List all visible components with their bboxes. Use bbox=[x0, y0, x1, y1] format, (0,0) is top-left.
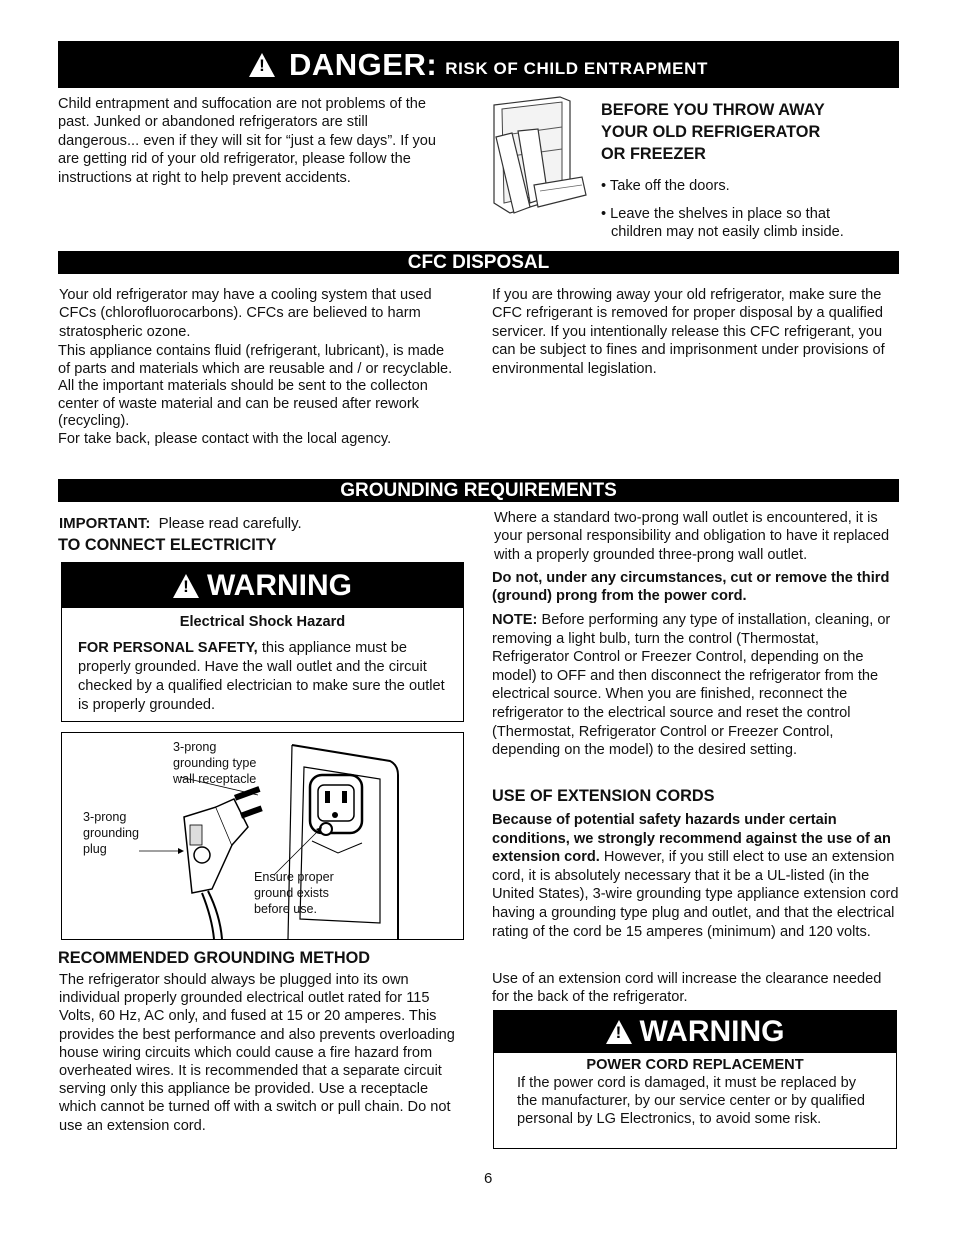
plug-label-line2: grounding bbox=[83, 826, 140, 840]
warning-triangle-icon: ! bbox=[606, 1020, 632, 1044]
grounding-section-title: GROUNDING REQUIREMENTS bbox=[58, 479, 899, 502]
danger-label: DANGER: bbox=[289, 46, 438, 82]
receptacle-label-line3: wall receptacle bbox=[173, 772, 257, 786]
power-cord-replacement-title: POWER CORD REPLACEMENT bbox=[586, 1057, 804, 1073]
bullet-take-off-doors: • Take off the doors. bbox=[601, 178, 730, 194]
cfc-section-title: CFC DISPOSAL bbox=[58, 251, 899, 274]
cfc-left-paragraph-1: Your old refrigerator may have a cooling system that used CFCs (chlorofluorocarbons). CFCs are believed to harm stratospheric ozone. bbox=[59, 287, 432, 340]
before-title-line2: YOUR OLD REFRIGERATOR bbox=[601, 123, 821, 141]
warning-label: WARNING bbox=[207, 568, 352, 602]
cfc-left-paragraph-3: For take back, please contact with the local agency. bbox=[58, 431, 392, 447]
ensure-ground-label bbox=[254, 869, 334, 917]
extension-cords-title: USE OF EXTENSION CORDS bbox=[492, 787, 715, 805]
cfc-left-paragraph-2: This appliance contains fluid (refrigerant, lubricant), is made of parts and materials which are reusable and / or recyclable. All the important materials should be sent to the collecton center of waste material and can be reused after rework (recycling). bbox=[58, 343, 453, 430]
ensure-label-line3: before use. bbox=[254, 902, 318, 916]
ensure-label-line2: ground exists bbox=[254, 886, 329, 900]
warning-box-electrical bbox=[61, 562, 464, 722]
recommended-method-title: RECOMMENDED GROUNDING METHOD bbox=[58, 949, 371, 967]
before-throw-title bbox=[601, 99, 825, 165]
important-text: Please read carefully. bbox=[158, 515, 302, 532]
danger-subtitle: RISK OF CHILD ENTRAPMENT bbox=[445, 58, 708, 78]
important-line bbox=[59, 514, 302, 533]
connect-electricity-title: TO CONNECT ELECTRICITY bbox=[58, 536, 277, 554]
plug-label bbox=[83, 809, 139, 857]
cfc-right-paragraph: If you are throwing away your old refrigerator, make sure the CFC refrigerant is removed for proper disposal by a qualified servicer. If you intentionally release this CFC refrigerant, you can be subject to fines and imprisonment under provisions of environmental legislation. bbox=[492, 287, 885, 377]
danger-intro: Child entrapment and suffocation are not problems of the past. Junked or abandoned refrigerators are still dangerous... even if they will sit for “just a few days”. If you are getting rid of your old refrigerator, please follow the instructions at right to help prevent accidents. bbox=[58, 96, 436, 186]
power-cord-text: If the power cord is damaged, it must be replaced by the manufacturer, by our service center or by qualified personal by LG Electronics, to avoid some risk. bbox=[517, 1075, 865, 1127]
warning-triangle-icon: ! bbox=[173, 574, 199, 598]
page-number: 6 bbox=[484, 1170, 493, 1187]
personal-safety-body: this appliance must be properly grounded. Have the wall outlet and the circuit checked by a qualified electrician to make sure the outlet is properly grounded. bbox=[78, 640, 445, 713]
plug-label-line1: 3-prong bbox=[83, 810, 127, 824]
before-title-line3: OR FREEZER bbox=[601, 145, 706, 163]
ensure-label-line1: Ensure proper bbox=[254, 870, 334, 884]
refrigerator-illustration bbox=[490, 95, 590, 220]
electrical-hazard-title: Electrical Shock Hazard bbox=[179, 614, 346, 630]
receptacle-label bbox=[173, 739, 256, 787]
extension-cords-text: However, if you still elect to use an extension cord, it is absolutely necessary that it be a UL-listed (in the United States), 3-wire grounding type appliance extension cord having a grounding type plug and outlet, and that the electrical rating of the cord be 15 amperes (minimum) and 120 volts. bbox=[492, 849, 899, 940]
bullet-leave-shelves-line1: • Leave the shelves in place so that bbox=[601, 206, 831, 222]
plug-label-line3: plug bbox=[83, 842, 107, 856]
warning-label-2: WARNING bbox=[639, 1015, 785, 1048]
personal-safety-text bbox=[62, 630, 463, 715]
bullet-leave-shelves-line2: children may not easily climb inside. bbox=[611, 224, 844, 241]
receptacle-label-line2: grounding type bbox=[173, 756, 257, 770]
note-label: NOTE: bbox=[492, 612, 538, 628]
two-prong-paragraph: Where a standard two-prong wall outlet is encountered, it is your personal responsibility and obligation to have it replaced with a properly grounded three-prong wall outlet. bbox=[494, 510, 890, 563]
ground-prong-warning: Do not, under any circumstances, cut or remove the third (ground) prong from the power cord. bbox=[492, 570, 890, 605]
important-label: IMPORTANT: bbox=[59, 515, 151, 532]
personal-safety-lead: FOR PERSONAL SAFETY, bbox=[78, 640, 258, 656]
bullet-leave-shelves bbox=[601, 205, 844, 242]
danger-banner bbox=[58, 41, 899, 88]
note-paragraph bbox=[492, 611, 898, 760]
extension-cords-paragraph bbox=[492, 811, 902, 941]
grounding-figure bbox=[61, 732, 464, 940]
warning-header bbox=[62, 563, 463, 608]
before-title-line1: BEFORE YOU THROW AWAY bbox=[601, 101, 825, 119]
warning-triangle-icon: ! bbox=[249, 53, 275, 77]
recommended-method-text: The refrigerator should always be plugged into its own individual properly grounded electrical outlet rated for 115 Volts, 60 Hz, AC only, and fused at 15 or 20 amperes. This provides the best performance and also prevents overloading house wiring circuits which could cause a fire hazard from overheated wires. It is recommended that a separate circuit serving only this appliance be provided. Use a receptacle which cannot be turned off with a switch or pull chain. Do not use an extension cord. bbox=[59, 972, 455, 1134]
note-text: Before performing any type of installation, cleaning, or removing a light bulb, turn the control (Thermostat, Refrigerator Control or Freezer Control, depending on the model) to OFF and then disconnect the refrigerator from the electrical source. When you are finished, reconnect the refrigerator to the electrical source and reset the control (Thermostat, Refrigerator Control or Freezer Control, depending on the model) to the desired setting. bbox=[492, 612, 891, 759]
warning-header-2 bbox=[494, 1011, 896, 1053]
extension-clearance-paragraph: Use of an extension cord will increase the clearance needed for the back of the refrigerator. bbox=[492, 971, 882, 1006]
receptacle-label-line1: 3-prong bbox=[173, 740, 217, 754]
extension-cords-bold: Because of potential safety hazards under certain conditions, we strongly recommend against the use of an extension cord. bbox=[492, 812, 891, 866]
warning-box-power-cord bbox=[493, 1010, 897, 1149]
